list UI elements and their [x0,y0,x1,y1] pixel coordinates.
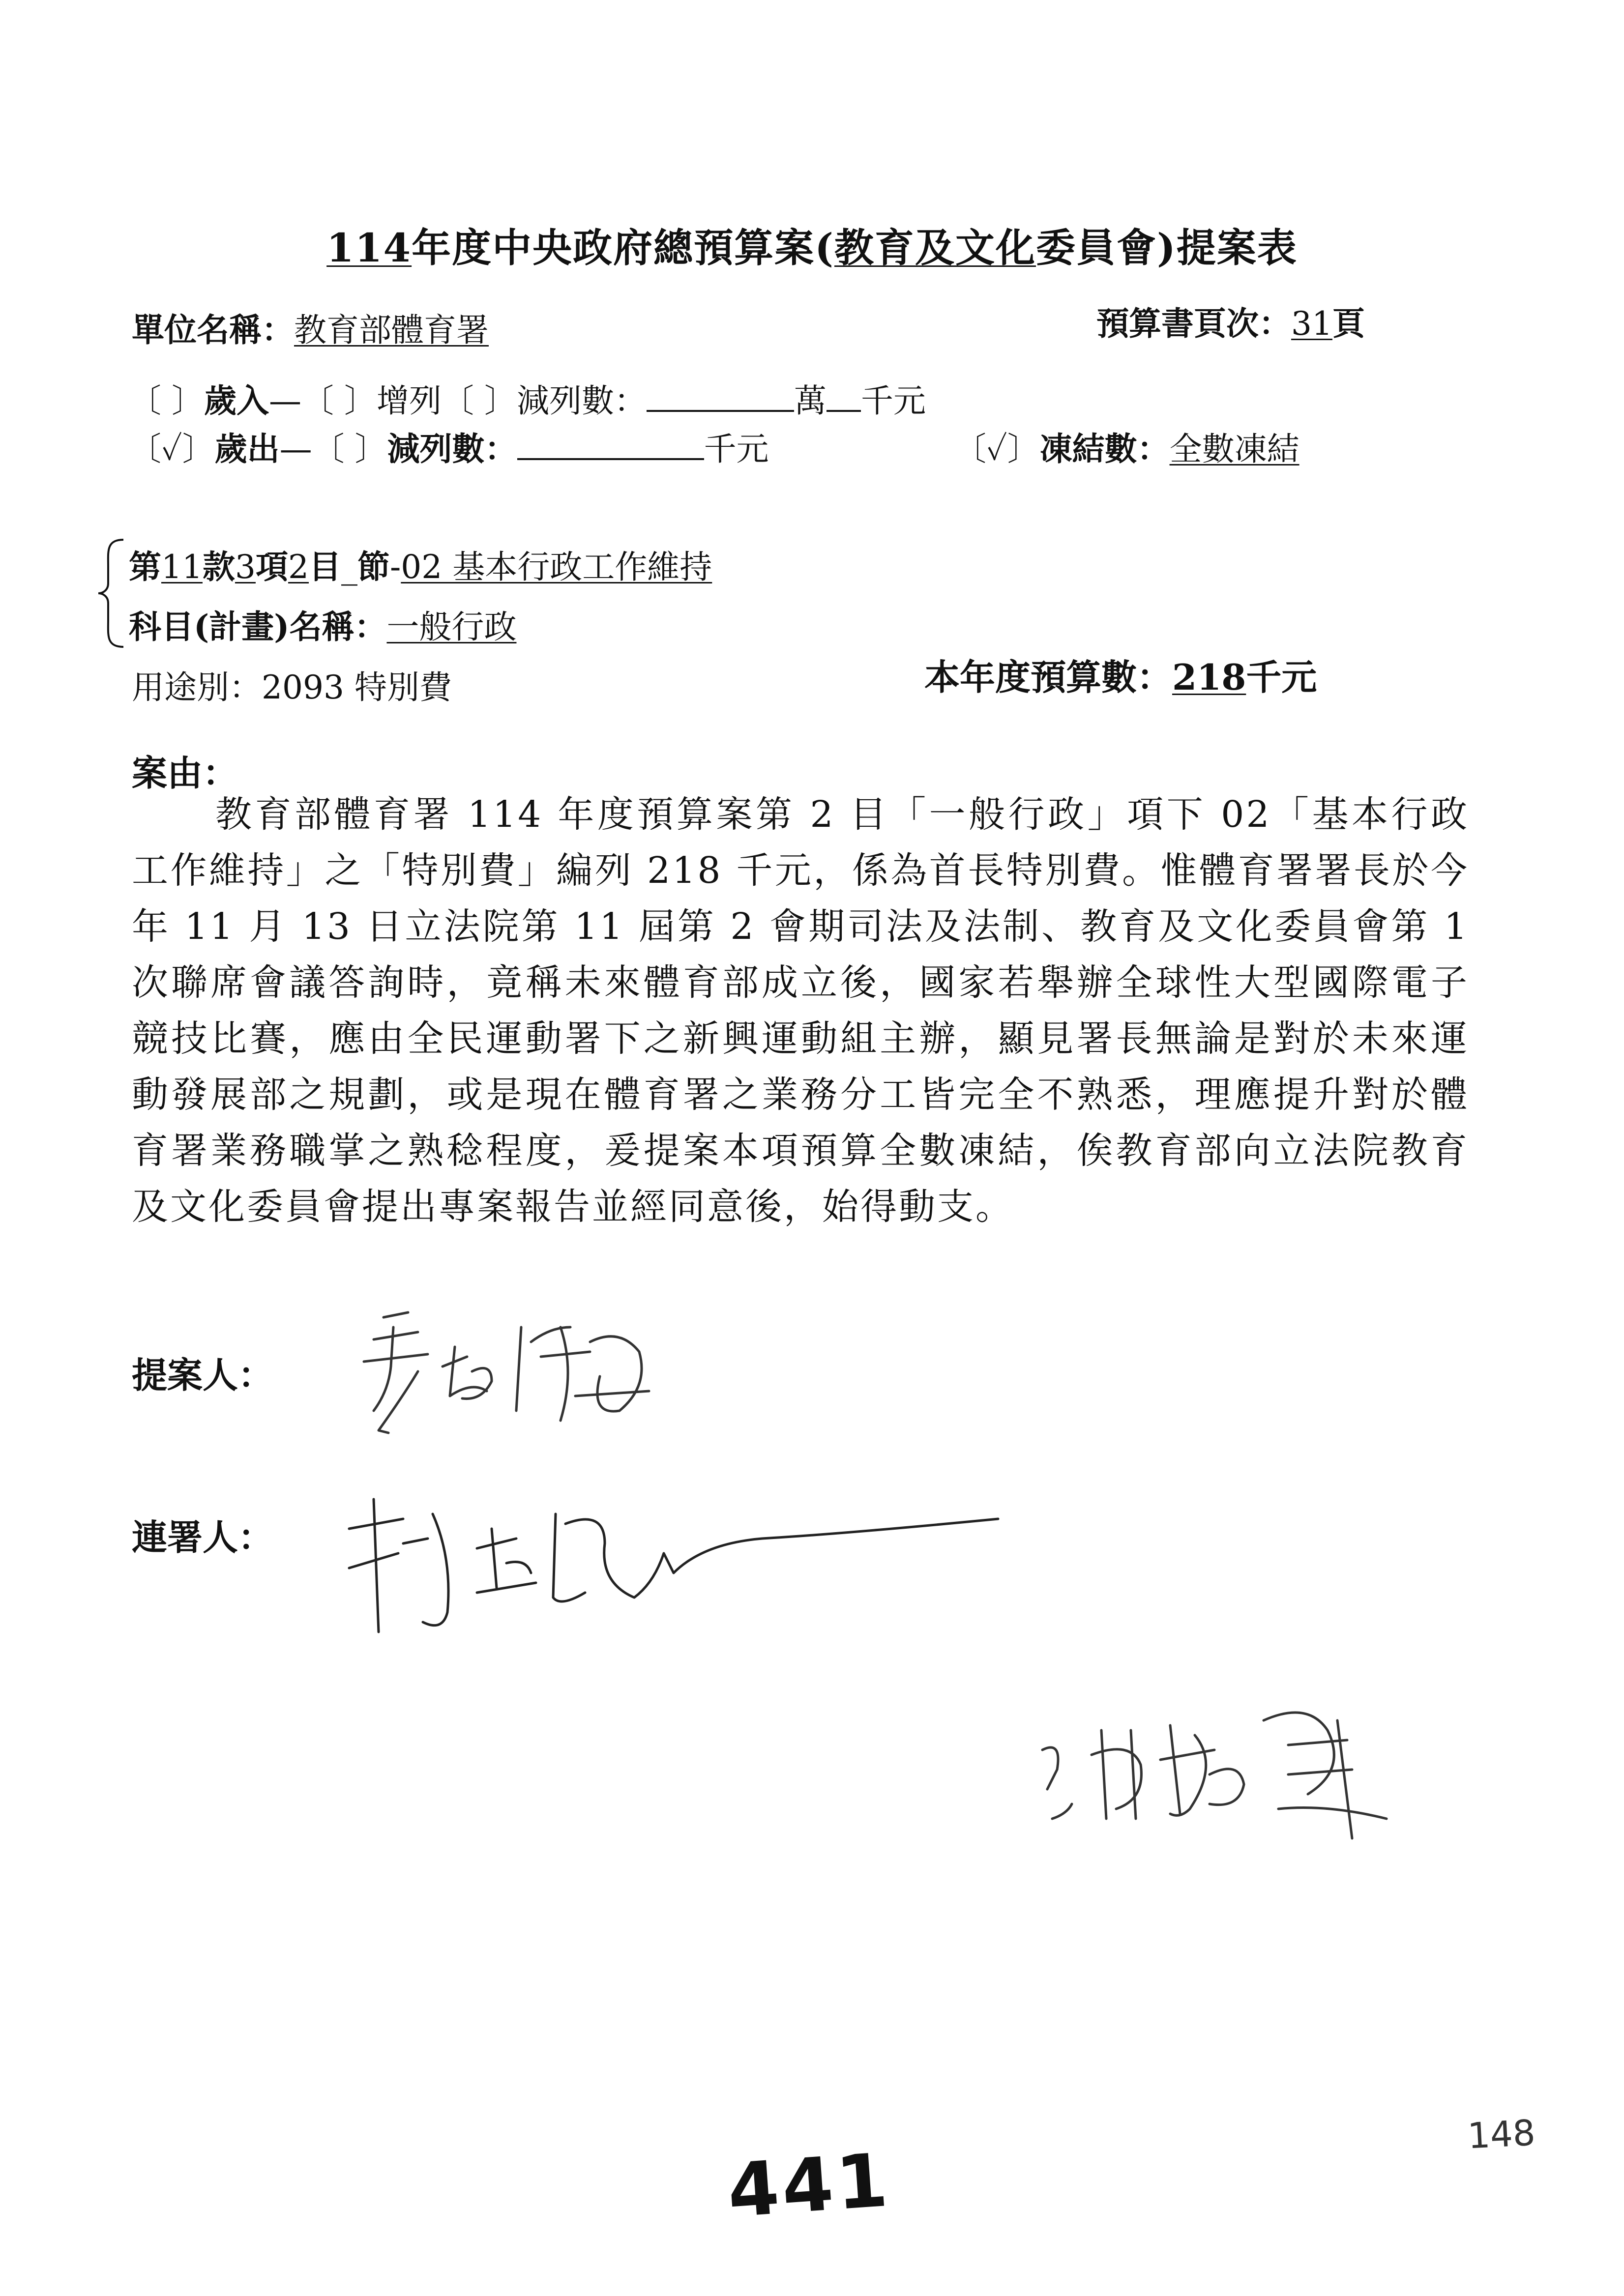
item-kuan: 11 [161,548,203,586]
item-p6: - [389,548,401,586]
revenue-increase-checkbox: 〔 〕 [301,382,377,420]
revenue-row [129,375,926,421]
revenue-increase-label: 增列 [376,382,442,420]
expenditure-dash: — [279,430,312,468]
revenue-amount-blank [647,381,794,412]
revenue-wan-unit: 萬 [794,382,827,420]
cosigner-signature-2 [1033,1691,1426,1853]
budget-value: 218 [1172,656,1246,698]
item-mu: 2 [288,548,309,586]
expenditure-qian-unit: 千元 [704,430,769,468]
freeze-value: 全數凍結 [1169,430,1299,468]
revenue-qian-blank [827,381,861,412]
unit-value: 教育部體育署 [294,311,489,349]
subject-value: 一般行政 [386,608,517,646]
freeze-label: 凍結數： [1039,430,1170,468]
item-jie-blank: _ [341,548,357,586]
handwritten-page-number: 441 [725,2137,893,2235]
page-ref-row [1096,297,1365,344]
budget-unit: 千元 [1246,656,1317,698]
item-xiang: 3 [235,548,256,586]
cosigner-signature-1 [329,1484,1018,1652]
freeze-checkbox: 〔✓〕 [954,430,1040,468]
item-p5: 節 [357,548,390,586]
revenue-decrease-checkbox: 〔 〕 [441,382,517,420]
page-ref-value: 31 [1291,305,1332,343]
expenditure-decrease-label: 減列數： [387,430,517,468]
revenue-label: 歲入 [204,381,269,420]
page-ref-suffix: 頁 [1332,304,1365,343]
item-p4: 目 [308,548,341,586]
reason-text: 教育部體育署 114 年度預算案第 2 目「一般行政」項下 02「基本行政工作維持」之「特別費」編列 218 千元，係為首長特別費。惟體育署署長於今年 11 月 13 日立法院第 11 屆第 2 會期司法及法制、教育及文化委員會第 1 次聯席會議答詢時，竟稱未來體育部成立後，國家若舉辦全球性大型國際電子競技比賽，應由全民運動署下之新興運動組主辦，顯見署長無論是對於未來運動發展部之規劃，或是現在體育署之業務分工皆完全不熟悉，理應提升對於體育署業務職掌之熟稔程度，爰提案本項預算全數凍結，俟教育部向立法院教育及文化委員會提出專案報告並經同意後，始得動支。 [132,793,1469,1228]
subject-label: 科目(計畫)名稱： [129,608,387,646]
item-p3: 項 [255,548,288,586]
item-code-name: 02 基本行政工作維持 [401,548,712,586]
page-title [0,216,1624,273]
handwritten-corner-number: 148 [1466,2112,1536,2157]
title-part1: 年度中央政府總預算案( [412,225,834,271]
revenue-checkbox: 〔 〕 [129,382,204,420]
budget-row [924,649,1317,700]
item-p2: 款 [202,548,235,586]
subject-row [129,601,516,647]
proposer-label: 提案人： [132,1354,274,1396]
unit-row [132,304,489,350]
title-committee: 教育及文化 [834,225,1036,271]
revenue-dash: — [268,382,301,420]
expenditure-checkbox: 〔✓〕 [129,430,215,468]
budget-label: 本年度預算數： [924,656,1173,698]
usage-row [132,661,452,708]
expenditure-row [129,423,769,469]
proposer-signature [344,1298,679,1445]
freeze-row [954,423,1299,469]
expenditure-amount-blank [517,430,704,460]
item-p1: 第 [129,548,161,586]
expenditure-decrease-checkbox: 〔 〕 [312,430,387,468]
expenditure-label: 歲出 [214,430,280,468]
page-ref-label: 預算書頁次： [1096,304,1291,343]
cosigner-label: 連署人： [132,1516,274,1558]
item-row [129,541,712,587]
title-year: 114 [326,225,412,271]
usage-text: 用途別：2093 特別費 [132,668,452,706]
unit-label: 單位名稱： [132,311,294,349]
revenue-decrease-label: 減列數： [516,382,647,420]
revenue-qian-unit: 千元 [860,382,926,420]
left-brace [96,537,126,650]
title-part2: 委員會)提案表 [1036,225,1298,271]
reason-label: 案由： [132,752,238,794]
